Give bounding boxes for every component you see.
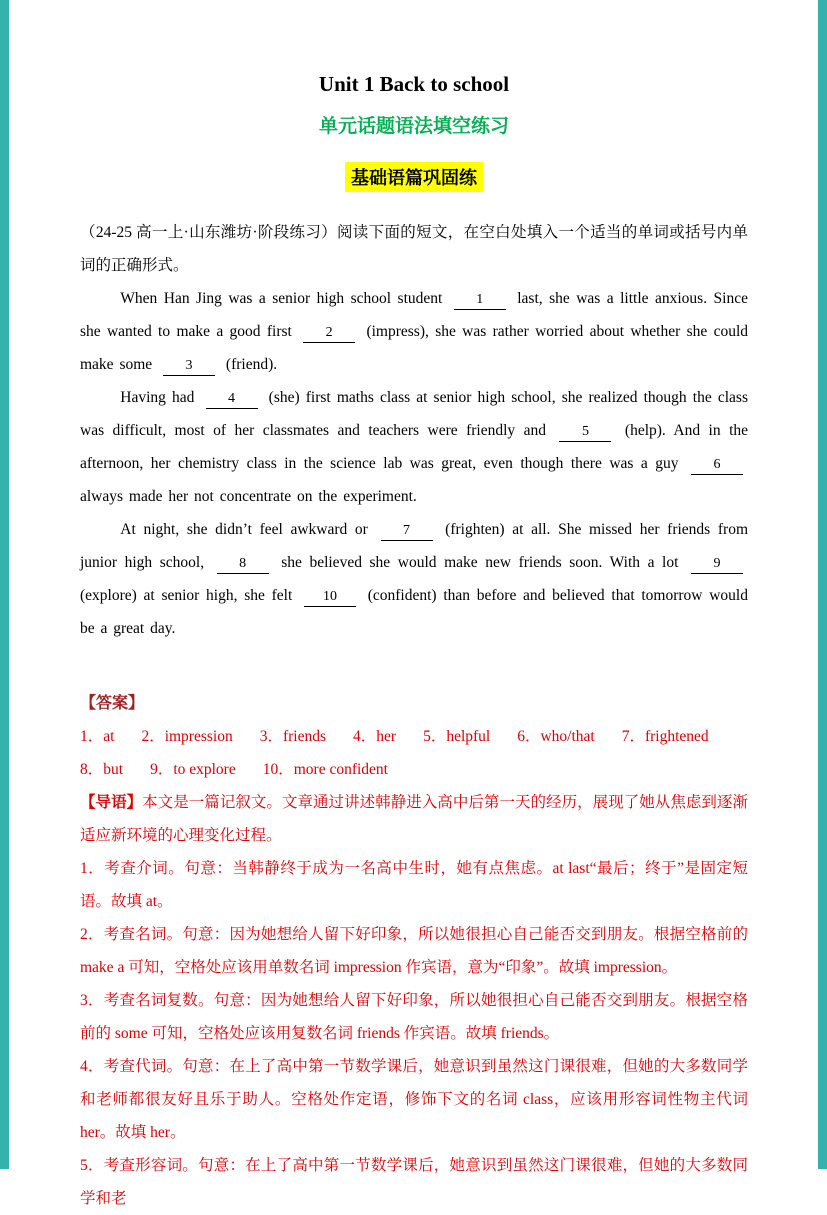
answer-item: 4．her — [353, 728, 397, 745]
passage-paragraph: Having had 4 (she) first maths class at senior high school, she realized though the class was difficult, most of her classmates and teachers were friendly and 5 (help). And in the afternoon, her chemistry class in the science lab was great, even though there was a guy 6 always made her not concentrate on the experiment. — [80, 389, 749, 505]
cloze-blank: 10 — [304, 588, 356, 607]
answer-list — [80, 720, 748, 786]
unit-title: Unit 1 Back to school — [318, 72, 510, 96]
answer-item: 6．who/that — [517, 728, 595, 745]
section-heading: 基础语篇巩固练 — [345, 162, 483, 192]
answer-label: 【答案】 — [80, 695, 145, 712]
exercise-intro: （24-25 高一上·山东潍坊·阶段练习）阅读下面的短文，在空白处填入一个适当的单词或括号内单词的正确形式。 — [80, 224, 748, 274]
answer-item: 10．more confident — [262, 761, 388, 778]
cloze-blank: 6 — [691, 456, 743, 475]
answer-item: 7．frightened — [621, 728, 709, 745]
page-left-border — [0, 0, 9, 1169]
analysis-text: 本文是一篇记叙文。文章通过讲述韩静进入高中后第一天的经历，展现了她从焦虑到逐渐适应新环境的心理变化过程。 — [80, 794, 748, 844]
explanations-list — [80, 852, 748, 1215]
cloze-blank: 2 — [303, 324, 355, 343]
passage-paragraph: When Han Jing was a senior high school student 1 last, she was a little anxious. Since she wanted to make a good first 2 (impress), she was rather worried about whether she could make some 3 (friend). — [80, 282, 748, 381]
cloze-blank: 7 — [381, 522, 433, 541]
explanation-paragraph: 5．考查形容词。句意：在上了高中第一节数学课后，她意识到虽然这门课很难，但她的大多数同学和老 — [80, 1157, 748, 1207]
cloze-blank: 5 — [559, 423, 611, 442]
page-right-border — [818, 0, 827, 1169]
cloze-blank: 4 — [206, 390, 258, 409]
section-heading-row — [80, 162, 748, 192]
explanation-paragraph: 3．考查名词复数。句意：因为她想给人留下好印象，所以她很担心自己能否交到朋友。根据空格前的 some 可知，空格处应该用复数名词 friends 作宾语。故填 friends。 — [80, 992, 748, 1042]
answer-item: 5．helpful — [423, 728, 491, 745]
answer-item: 2．impression — [141, 728, 233, 745]
answers-section — [80, 687, 748, 1215]
analysis-paragraph — [80, 786, 748, 852]
answer-item: 8．but — [80, 761, 124, 778]
cloze-blank: 9 — [691, 555, 743, 574]
cloze-passage — [80, 282, 748, 645]
answer-item: 1．at — [80, 728, 115, 745]
answer-item: 3．friends — [259, 728, 327, 745]
passage-paragraph: At night, she didn’t feel awkward or 7 (frighten) at all. She missed her friends from junior high school, 8 she believed she would make new friends soon. With a lot 9 (explore) at senior high, she felt 10 (confident) than before and believed that tomorrow would be a great day. — [80, 521, 749, 637]
explanation-paragraph: 2．考查名词。句意：因为她想给人留下好印象，所以她很担心自己能否交到朋友。根据空格前的 make a 可知，空格处应该用单数名词 impression 作宾语，意为“印象”。故填 impression。 — [80, 926, 748, 976]
cloze-blank: 1 — [454, 291, 506, 310]
analysis-label: 【导语】 — [80, 794, 143, 811]
explanation-paragraph: 1．考查介词。句意：当韩静终于成为一名高中生时，她有点焦虑。at last“最后；终于”是固定短语。故填 at。 — [80, 860, 748, 910]
answer-item: 9．to explore — [150, 761, 236, 778]
explanation-paragraph: 4．考查代词。句意：在上了高中第一节数学课后，她意识到虽然这门课很难，但她的大多数同学和老师都很友好且乐于助人。空格处作定语，修饰下文的名词 class，应该用形容词性物主代词 her。故填 her。 — [80, 1058, 748, 1141]
topic-subtitle: 单元话题语法填空练习 — [318, 116, 509, 137]
cloze-blank: 3 — [163, 357, 215, 376]
cloze-blank: 8 — [217, 555, 269, 574]
